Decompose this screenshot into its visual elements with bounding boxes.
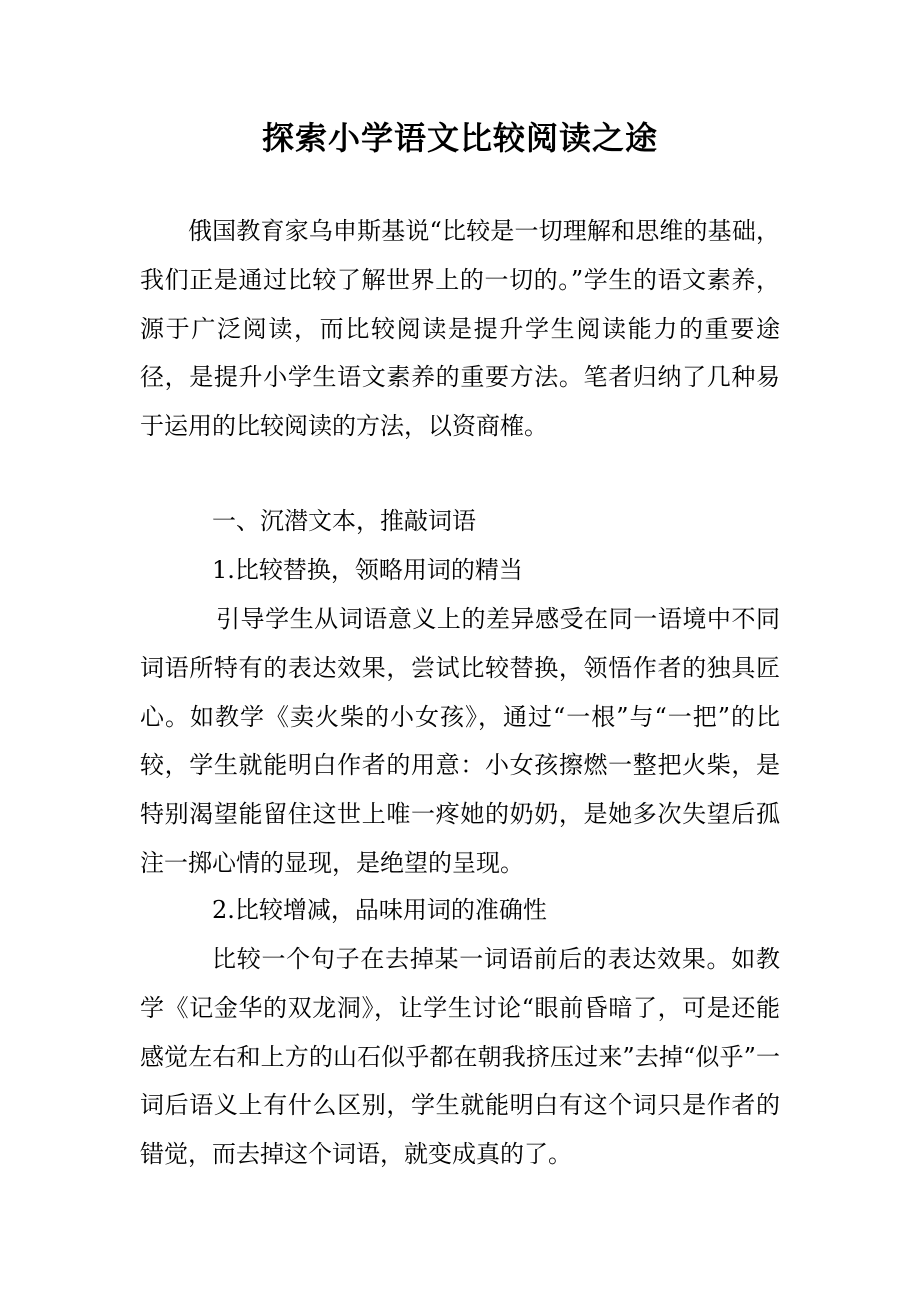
document-title: 探索小学语文比较阅读之途 — [261, 119, 658, 157]
subsection-heading-1: 1.比较替换，领略用词的精当 — [212, 556, 523, 584]
subsection-heading-2: 2.比较增减，品味用词的准确性 — [212, 896, 547, 924]
intro-paragraph: 俄国教育家乌申斯基说“比较是一切理解和思维的基础，我们正是通过比较了解世界上的一切的。”学生的语文素养，源于广泛阅读，而比较阅读是提升学生阅读能力的重要途径，是提升小学生语文素养的重要方法。笔者归纳了几种易于运用的比较阅读的方法，以资商榷。 — [140, 217, 780, 441]
section-heading-1: 一、沉潜文本，推敲词语 — [212, 507, 476, 535]
subsection-body-1: 引导学生从词语意义上的差异感受在同一语境中不同词语所特有的表达效果，尝试比较替换，领悟作者的独具匠心。如教学《卖火柴的小女孩》，通过“一根”与“一把”的比较，学生就能明白作者的用意：小女孩擦燃一整把火柴，是特别渴望能留住这世上唯一疼她的奶奶，是她多次失望后孤注一掷心情的显现，是绝望的呈现。 — [140, 605, 780, 877]
subsection-body-2: 比较一个句子在去掉某一词语前后的表达效果。如教学《记金华的双龙洞》，让学生讨论“眼前昏暗了，可是还能感觉左右和上方的山石似乎都在朝我挤压过来”去掉“似乎”一词后语义上有什么区别，学生就能明白有这个词只是作者的错觉，而去掉这个词语，就变成真的了。 — [140, 945, 780, 1169]
